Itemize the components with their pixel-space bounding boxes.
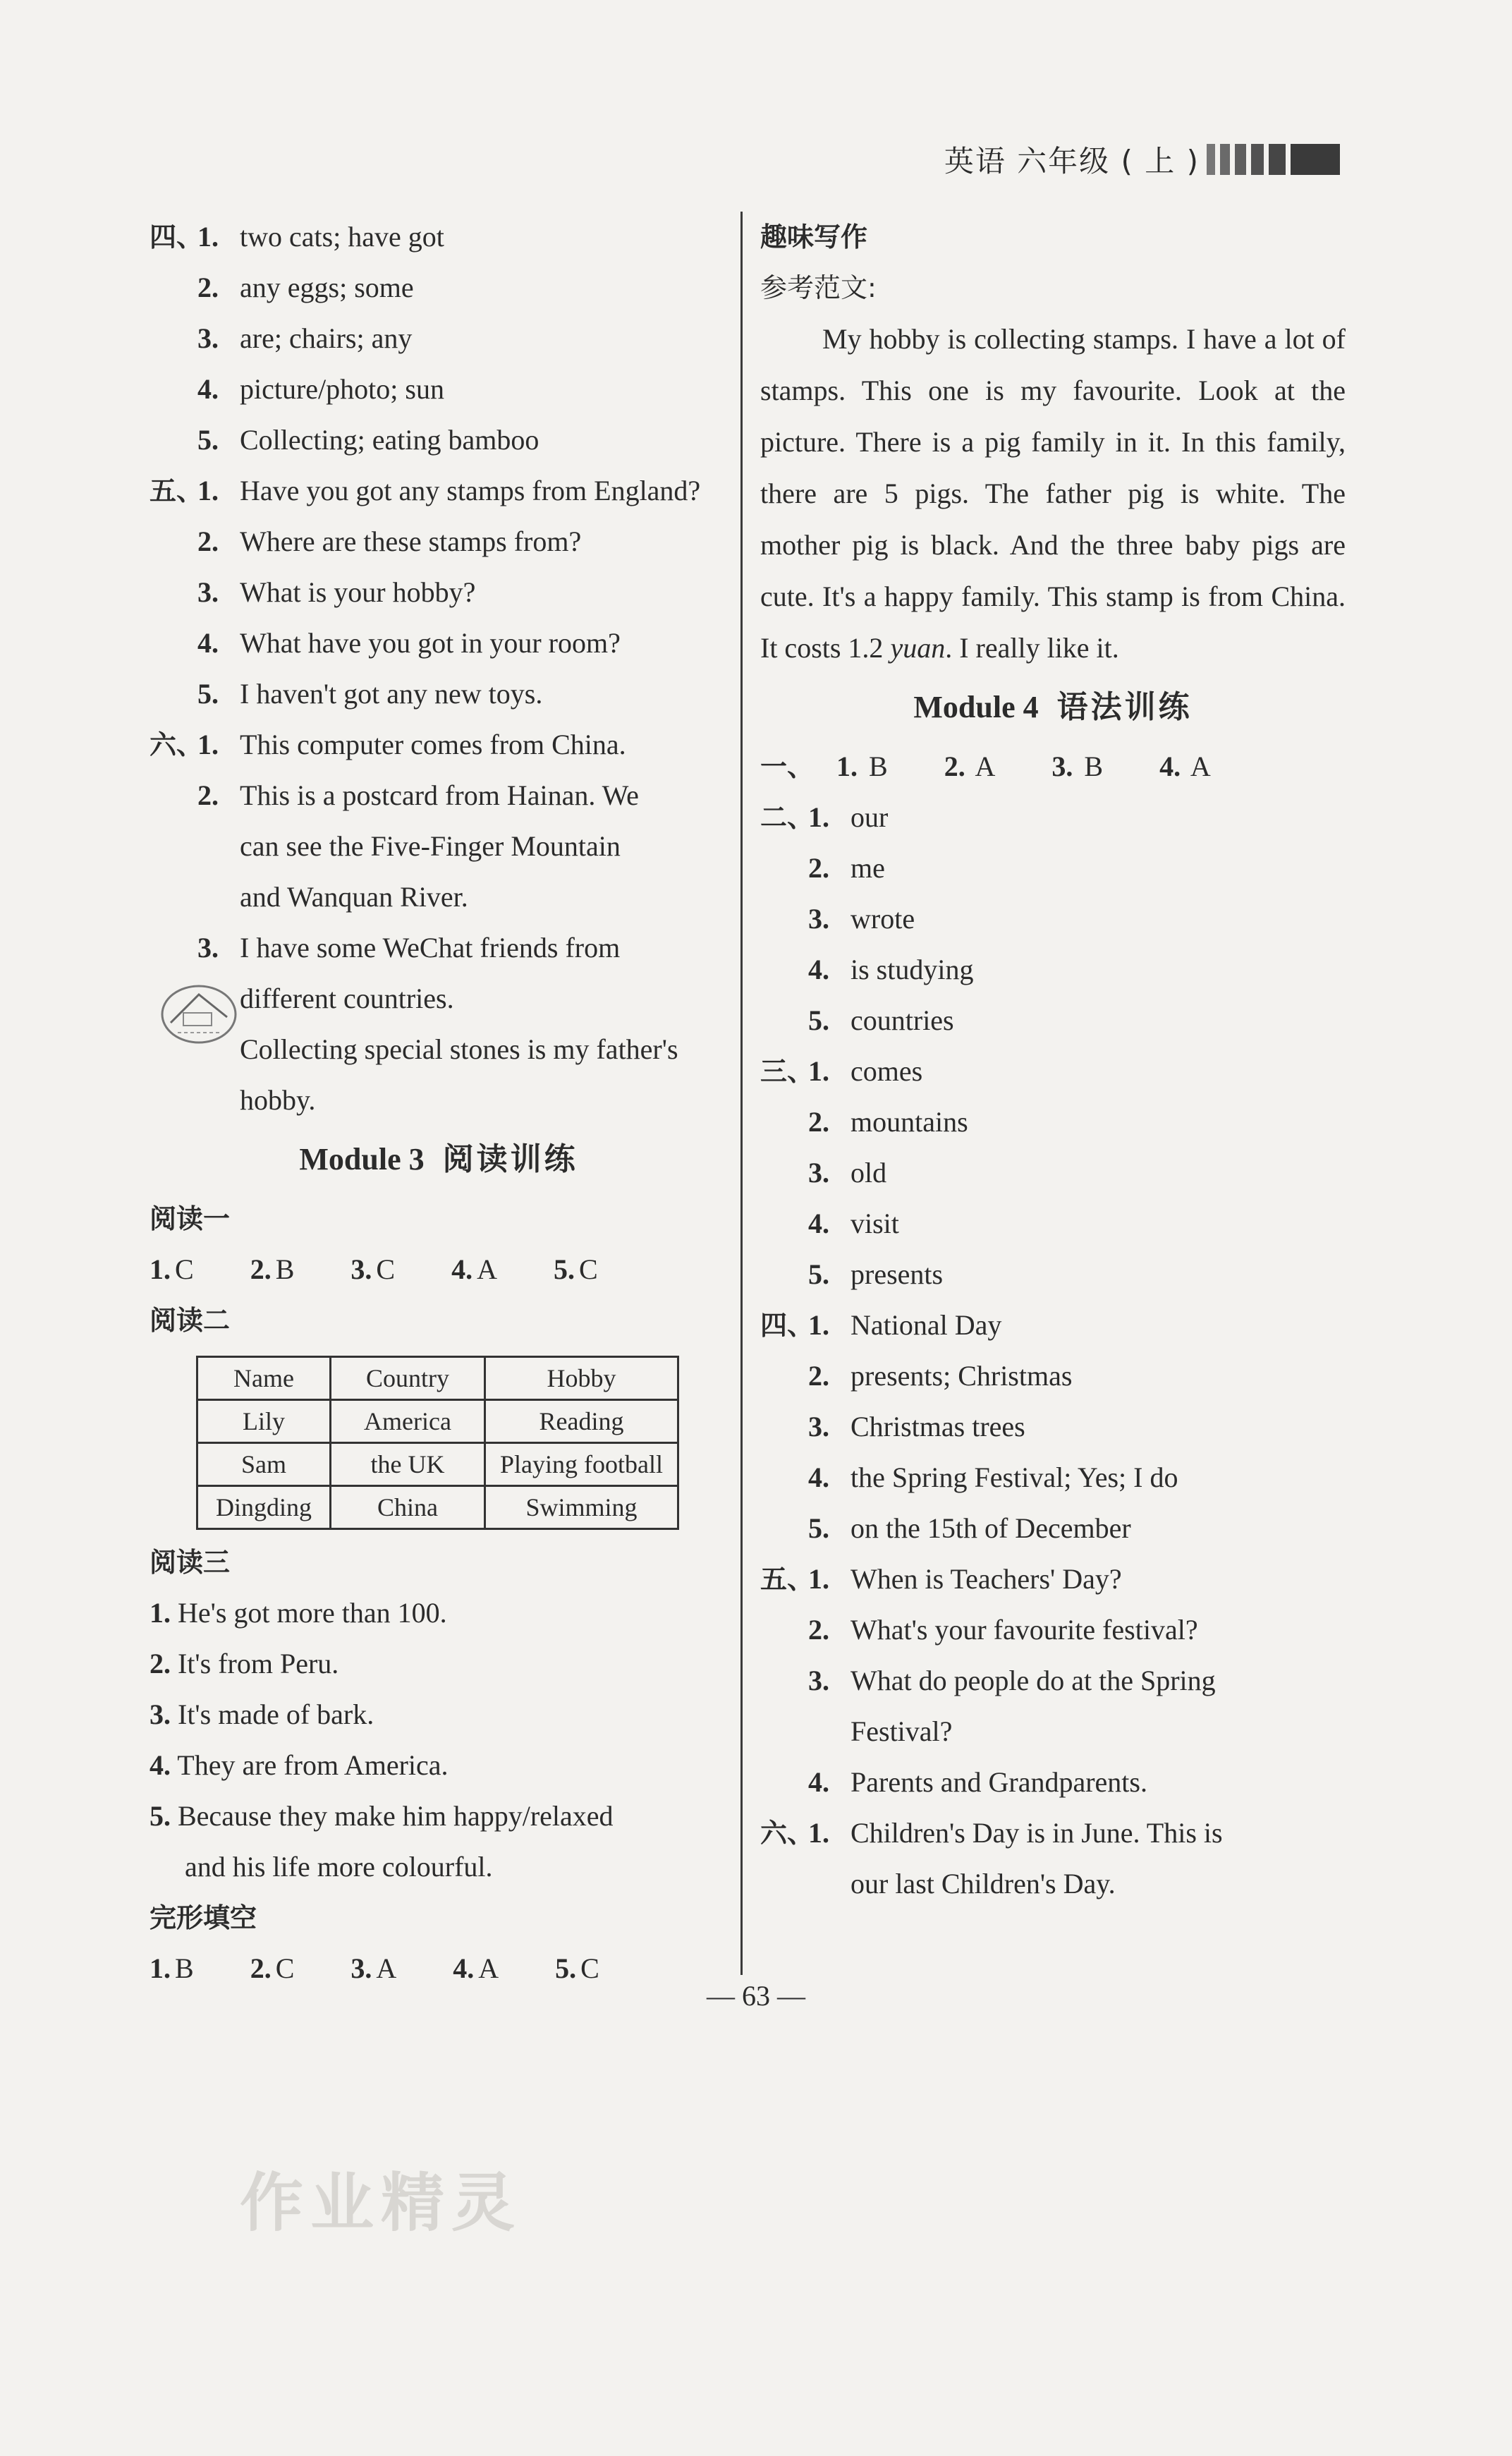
- answer-line: 2. me: [808, 852, 885, 884]
- answer-line: 5. countries: [808, 1004, 954, 1036]
- answer-line: 3. What do people do at the Spring: [808, 1665, 1216, 1696]
- answer-line: 2. mountains: [808, 1106, 968, 1138]
- table-cell: China: [331, 1486, 485, 1529]
- table-cell: the UK: [331, 1443, 485, 1486]
- answer-line: and Wanquan River.: [240, 881, 468, 913]
- answer-line: 3. wrote: [808, 903, 915, 935]
- answer-line: 2. This is a postcard from Hainan. We: [197, 779, 639, 811]
- answer-line: 4. is studying: [808, 954, 974, 985]
- answer-line: 5. presents: [808, 1258, 944, 1290]
- answer-line: 六、1. Children's Day is in June. This is: [760, 1817, 1223, 1849]
- answer-line: 3. It's made of bark.: [150, 1698, 374, 1730]
- answer-line: 4. picture/photo; sun: [197, 373, 444, 405]
- column-divider: [740, 212, 743, 1975]
- table-header-cell: Hobby: [485, 1357, 678, 1400]
- answer-line: 3. I have some WeChat friends from: [197, 932, 621, 963]
- answer-line: 1. He's got more than 100.: [150, 1597, 447, 1629]
- answer-line: 2. It's from Peru.: [150, 1648, 339, 1679]
- answer-line: 5. I haven't got any new toys.: [197, 678, 543, 710]
- page-number: — 63 —: [707, 1980, 805, 2012]
- table-row: [197, 1443, 678, 1486]
- answer-line: 4. Parents and Grandparents.: [808, 1766, 1147, 1798]
- answer-line: 一、 1. B 2. A 3. B 4. A: [760, 750, 1211, 782]
- answer-line: 2. any eggs; some: [197, 272, 414, 303]
- sample-essay-label: 参考范文:: [760, 272, 877, 303]
- reading-2-label: 阅读二: [150, 1305, 231, 1336]
- table-cell: Lily: [197, 1400, 331, 1443]
- answer-line: 五、1. Have you got any stamps from England?: [150, 475, 701, 506]
- answer-line: 3. What is your hobby?: [197, 576, 476, 608]
- cloze-answers: 1. B 2. C 3. A 4. A 5. C: [150, 1952, 599, 1984]
- table-cell: America: [331, 1400, 485, 1443]
- answer-line: 5. Collecting; eating bamboo: [197, 424, 539, 456]
- table-cell: Swimming: [485, 1486, 678, 1529]
- answer-line: 四、1. National Day: [760, 1309, 1002, 1341]
- answer-line: 2. What's your favourite festival?: [808, 1614, 1198, 1646]
- right-column: [760, 212, 1346, 1909]
- page-header: [944, 138, 1340, 181]
- table-header-cell: Country: [331, 1357, 485, 1400]
- table-cell: Playing football: [485, 1443, 678, 1486]
- answer-line: hobby.: [240, 1084, 316, 1116]
- table-cell: Reading: [485, 1400, 678, 1443]
- table-cell: Dingding: [197, 1486, 331, 1529]
- answer-line: 五、1. When is Teachers' Day?: [760, 1563, 1122, 1595]
- header-title: 英语 六年级 ( 上 ): [944, 144, 1200, 178]
- answer-line: 5. Because they make him happy/relaxed: [150, 1800, 614, 1832]
- answer-line: 三、1. comes: [760, 1055, 923, 1087]
- answer-line: 3. are; chairs; any: [197, 322, 413, 354]
- answer-line: 四、1. two cats; have got: [150, 221, 444, 253]
- sample-essay: My hobby is collecting stamps. I have a lot of stamps. This one is my favourite. Look at the picture. There is a pig family in it. In this family, there are 5 pigs. The father pig is white. The mother pig is black. And the three baby pigs are cute. It's a happy family. This stamp is from China. It costs 1.2 yuan. I really like it.: [760, 323, 1346, 664]
- table-row: [197, 1400, 678, 1443]
- reading-3-label: 阅读三: [150, 1547, 231, 1578]
- answer-line: and his life more colourful.: [185, 1851, 493, 1883]
- stamp-illustration-icon: [157, 973, 241, 1051]
- answer-line: 二、1. our: [760, 801, 889, 833]
- table-header-row: [197, 1357, 678, 1400]
- answer-line: Collecting special stones is my father's: [240, 1033, 678, 1065]
- table-cell: Sam: [197, 1443, 331, 1486]
- answer-line: different countries.: [240, 983, 454, 1014]
- answer-line: our last Children's Day.: [850, 1868, 1116, 1899]
- cloze-label: 完形填空: [150, 1902, 257, 1933]
- writing-label: 趣味写作: [760, 221, 868, 253]
- hobby-table: [196, 1356, 679, 1530]
- answer-line: 4. the Spring Festival; Yes; I do: [808, 1461, 1178, 1493]
- answer-line: 4. What have you got in your room?: [197, 627, 621, 659]
- answer-line: 2. Where are these stamps from?: [197, 525, 582, 557]
- answer-line: 4. They are from America.: [150, 1749, 449, 1781]
- answer-line: 2. presents; Christmas: [808, 1360, 1073, 1392]
- watermark: 作业精灵: [240, 2165, 522, 2240]
- reading-1-answers: 1. C 2. B 3. C 4. A 5. C: [150, 1253, 598, 1285]
- answer-line: Festival?: [850, 1715, 953, 1747]
- answer-line: can see the Five-Finger Mountain: [240, 830, 621, 862]
- left-column: [150, 212, 728, 1994]
- answer-line: 5. on the 15th of December: [808, 1512, 1131, 1544]
- module-3-heading: Module 3 阅读训练: [299, 1141, 578, 1177]
- module-4-heading: Module 4 语法训练: [913, 689, 1193, 725]
- answer-line: 3. Christmas trees: [808, 1411, 1025, 1442]
- table-row: [197, 1486, 678, 1529]
- answer-line: 4. visit: [808, 1208, 899, 1239]
- table-header-cell: Name: [197, 1357, 331, 1400]
- header-decoration: [1207, 144, 1340, 175]
- reading-1-label: 阅读一: [150, 1203, 231, 1234]
- answer-line: 3. old: [808, 1157, 887, 1189]
- answer-line: 六、1. This computer comes from China.: [150, 729, 626, 760]
